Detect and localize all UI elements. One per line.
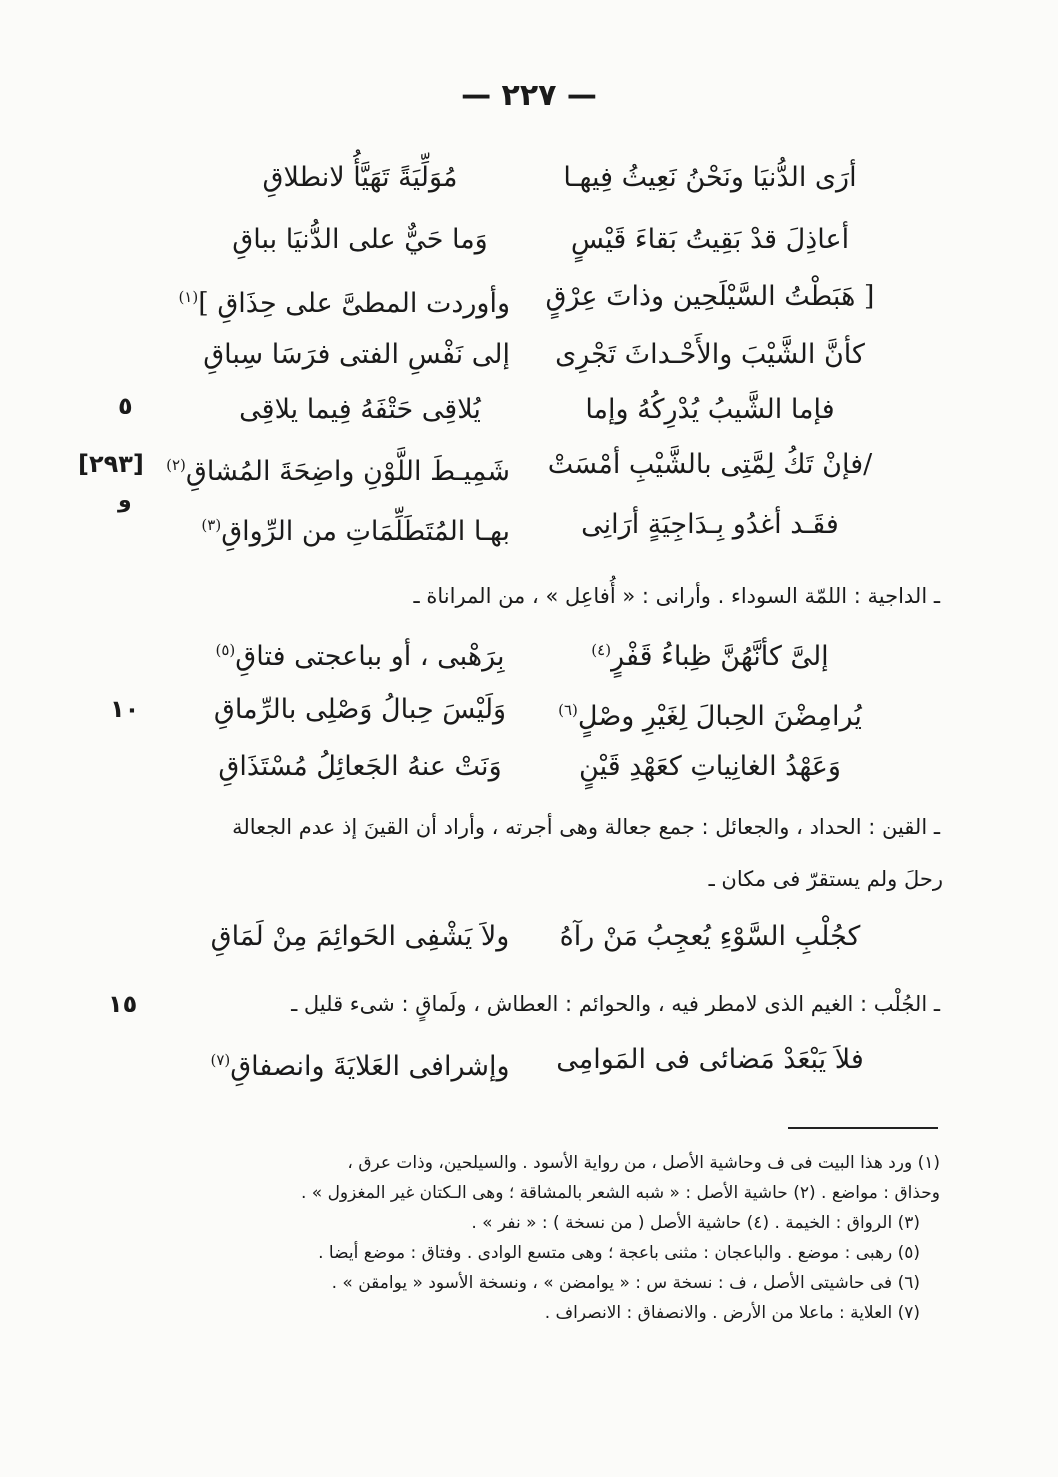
- line-number-10: ١٠: [110, 695, 140, 723]
- verse: [150, 385, 910, 435]
- gloss: ـ القين : الحداد ، والجعائل : جمع جعالة وهى أجرته ، وأراد أن القينَ إذ عدم الجعالة: [232, 815, 940, 839]
- verse: [150, 272, 910, 322]
- verse-first-hemistich: فقَـد أغدُو بِـدَاجِيَةٍ أرَانِى: [581, 509, 839, 540]
- footnote-marker: (٤): [591, 641, 612, 659]
- verse-first-hemistich: كجُلْبِ السَّوْءِ يُعجِبُ مَنْ رآهُ: [559, 921, 861, 952]
- verse-second-hemistich: إلى نَفْسِ الفتى فرَسَا سِباقِ: [203, 339, 510, 370]
- footnote: (١) ورد هذا البيت فى ف وحاشية الأصل ، من رواية الأسود . والسيلحين، وذات عرق ،: [347, 1153, 940, 1173]
- verse-text: وإشرافى العَلايَةَ وانصفاقِ: [230, 1051, 510, 1082]
- verse-first-hemistich: كأنَّ الشَّيْبَ والأَحْـداثَ تَجْرِى: [555, 339, 865, 370]
- verse-text: بِرَهْبى ، أو بباعجتى فتاقِ: [235, 641, 505, 672]
- verse: [150, 215, 910, 265]
- verse: [150, 330, 910, 380]
- verse-first-hemistich: [ هَبَطْتُ السَّيْلَحِين وذاتَ عِرْقٍ: [545, 281, 875, 312]
- verse: [150, 153, 910, 203]
- gloss: رحلَ ولم يستقرّ فى مكان ـ: [708, 867, 943, 891]
- verse-first-hemistich: /فإنْ تَكُ لِمَّتِى بالشَّيْبِ أمْسَتْ: [547, 449, 873, 480]
- footnotes: [120, 1148, 940, 1328]
- footnote-marker: (٧): [210, 1051, 231, 1069]
- footnote: (٥) رهبى : موضع . والباعجان : مثنى باعجة ؛ وهى متسع الوادى . وفتاق : موضع أيضا .: [318, 1243, 920, 1263]
- verse: [150, 500, 910, 550]
- manuscript-folio-reference: [٢٩٣]: [78, 450, 144, 478]
- verse-first-hemistich: أعاذِلَ قدْ بَقِيتُ بَقاءَ قَيْسٍ: [570, 224, 850, 255]
- verse-text: شَمِيـطَ اللَّوْنِ واضِحَةَ المُشاقِ: [185, 456, 510, 487]
- verse-first-hemistich: فلاَ يَبْعَدْ مَضائى فى المَوامِى: [556, 1044, 864, 1075]
- footnote-marker: (٢): [166, 456, 186, 474]
- verse-text: بهـا المُتَطَلِّمَاتِ من الرِّواقِ: [221, 516, 510, 547]
- verse-second-hemistich: [210, 625, 510, 682]
- footnote-divider: [788, 1127, 938, 1129]
- page-number: — ٢٢٧ —: [461, 78, 597, 113]
- verse-second-hemistich: ولاَ يَشْفِى الحَوائِمَ مِنْ لَمَاقِ: [210, 921, 510, 952]
- verse: [150, 440, 910, 490]
- verse: [150, 912, 910, 962]
- verse-text: إلىَّ كأنَّهُنَّ ظِباءُ قَفْرٍ: [611, 641, 829, 672]
- verse-second-hemistich: [178, 272, 510, 329]
- verse-text: يُرامِضْنَ الحِبالَ لِغَيْرِ وصْلٍ: [577, 701, 862, 732]
- verse-first-hemistich: [510, 685, 910, 742]
- verse-first-hemistich: وَعَهْدُ الغانِياتِ كعَهْدِ قَيْنٍ: [579, 751, 841, 782]
- verse-second-hemistich: وَنَتْ عنهُ الجَعائِلُ مُسْتَذَاقِ: [218, 751, 502, 782]
- line-number-15: ١٥: [108, 990, 138, 1018]
- gloss: ـ الجُلْب : الغيم الذى لامطر فيه ، والحوائم : العطاش ، ولَماقٍ : شىء قليل ـ: [291, 992, 940, 1016]
- footnote: (٦) فى حاشيتى الأصل ، ف : نسخة س : « يوامضن » ، ونسخة الأسود « يوامقن » .: [331, 1273, 920, 1293]
- manuscript-folio-side: و: [118, 488, 132, 513]
- verse: [150, 742, 910, 792]
- verse: [150, 625, 910, 675]
- verse-first-hemistich: أرَى الدُّنيَا ونَحْنُ نَعِيثُ فِيهـا: [563, 162, 857, 193]
- verse: [150, 1035, 910, 1085]
- verse-second-hemistich: وَلَيْسَ حِبالُ وَصْلِى بالرِّماقِ: [213, 694, 507, 725]
- verse-first-hemistich: فإما الشَّيبُ يُدْرِكُهُ وإما: [585, 394, 835, 425]
- verse-second-hemistich: [166, 440, 510, 497]
- footnote: (٣) الرواق : الخيمة . (٤) حاشية الأصل ( من نسخة ) : « نفر » .: [471, 1213, 920, 1233]
- gloss: ـ الداجية : اللمّة السوداء . وأرانى : « أُفاعِل » ، من المراناة ـ: [413, 584, 940, 608]
- footnote: (٧) العلاية : ماعلا من الأرض . والانصفاق : الانصراف .: [544, 1303, 920, 1323]
- verse-second-hemistich: وَما حَيٌّ على الدُّنيَا بباقِ: [232, 224, 488, 255]
- verse-second-hemistich: مُوَلِّيَةً تَهَيَّأُ لانطلاقِ: [262, 162, 458, 193]
- verse-second-hemistich: يُلاقِى حَتْفَهُ فِيما يلاقِى: [239, 394, 481, 425]
- footnote-marker: (٣): [201, 516, 222, 534]
- footnote: وحذاق : مواضع . (٢) حاشية الأصل : « شبه الشعر بالمشاقة ؛ وهى الـكتان غير المغزول » .: [300, 1183, 940, 1203]
- poem: [150, 0, 910, 1100]
- verse-first-hemistich: [510, 625, 910, 682]
- footnote-marker: (٥): [215, 641, 236, 659]
- verse: [150, 685, 910, 735]
- verse-second-hemistich: [210, 1035, 510, 1092]
- footnote-marker: (١): [178, 288, 199, 306]
- line-number-5: ٥: [118, 392, 133, 420]
- footnote-marker: (٦): [558, 701, 578, 719]
- verse-second-hemistich: [201, 500, 510, 557]
- verse-text: وأوردت المطىَّ على حِذَاقِ ]: [198, 288, 510, 319]
